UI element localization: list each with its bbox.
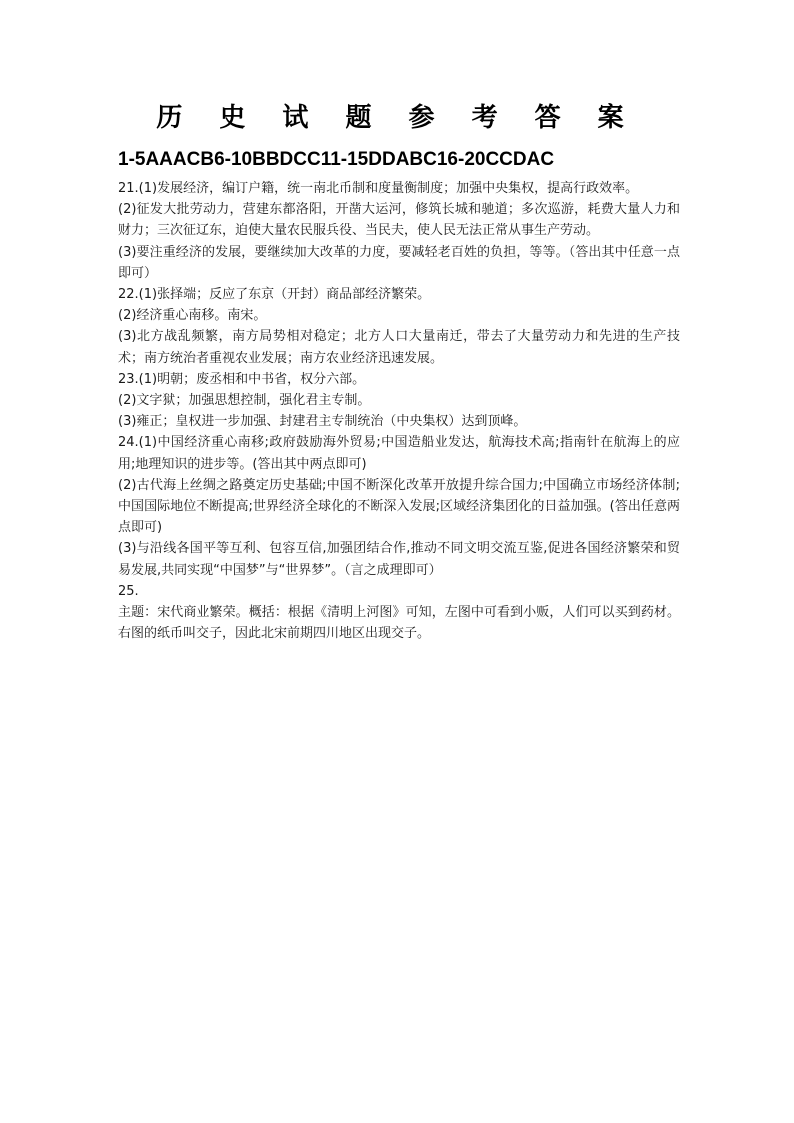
multiple-choice-answers: 1-5AAACB6-10BBDCC11-15DDABC16-20CCDAC — [118, 149, 555, 170]
answer-body — [118, 178, 680, 644]
answer-24-part-1: 24.(1)中国经济重心南移;政府鼓励海外贸易;中国造船业发达，航海技术高;指南针在航海上的应用;地理知识的进步等。(答出其中两点即可) — [118, 435, 680, 472]
answer-22-part-1: 22.(1)张择端；反应了东京（开封）商品部经济繁荣。 — [118, 287, 431, 303]
answer-21-part-1: 21.(1)发展经济，编订户籍，统一南北币制和度量衡制度；加强中央集权，提高行政效率。 — [118, 181, 639, 196]
answer-23-part-1: 23.(1)明朝；废丞相和中书省，权分六部。 — [118, 371, 366, 387]
page-title: 历 史 试 题 参 考 答 案 — [156, 103, 638, 133]
answer-24-part-2: (2)古代海上丝绸之路奠定历史基础;中国不断深化改革开放提升综合国力;中国确立市场经济体制;中国国际地位不断提高;世界经济全球化的不断深入发展;区域经济集团化的日益加强。(答出任意两点即可) — [118, 477, 680, 536]
answer-22-part-2: (2)经济重心南移。南宋。 — [118, 308, 267, 324]
answer-24-part-3: (3)与沿线各国平等互利、包容互信,加强团结合作,推动不同文明交流互鉴,促进各国经济繁荣和贸易发展,共同实现“中国梦”与“世界梦”。（言之成理即可） — [118, 541, 680, 578]
answer-22-part-3: (3)北方战乱频繁，南方局势相对稳定；北方人口大量南迁，带去了大量劳动力和先进的生产技术；南方统治者重视农业发展；南方农业经济迅速发展。 — [118, 329, 680, 366]
answer-21-part-2: (2)征发大批劳动力，营建东都洛阳，开凿大运河，修筑长城和驰道；多次巡游，耗费大量人力和财力；三次征辽东，迫使大量农民服兵役、当民夫，使人民无法正常从事生产劳动。 — [118, 202, 680, 239]
answer-25-content: 主题：宋代商业繁荣。概括：根据《清明上河图》可知，左图中可看到小贩，人们可以买到药材。右图的纸币叫交子，因此北宋前期四川地区出现交子。 — [118, 605, 680, 642]
answer-23-part-3: (3)雍正；皇权进一步加强、封建君主专制统治（中央集权）达到顶峰。 — [118, 414, 527, 430]
answer-21-part-3: (3)要注重经济的发展，要继续加大改革的力度，要减轻老百姓的负担，等等。（答出其中任意一点即可） — [118, 244, 680, 281]
answer-25-number: 25. — [118, 583, 139, 599]
answer-23-part-2: (2)文字狱；加强思想控制，强化君主专制。 — [118, 393, 371, 409]
